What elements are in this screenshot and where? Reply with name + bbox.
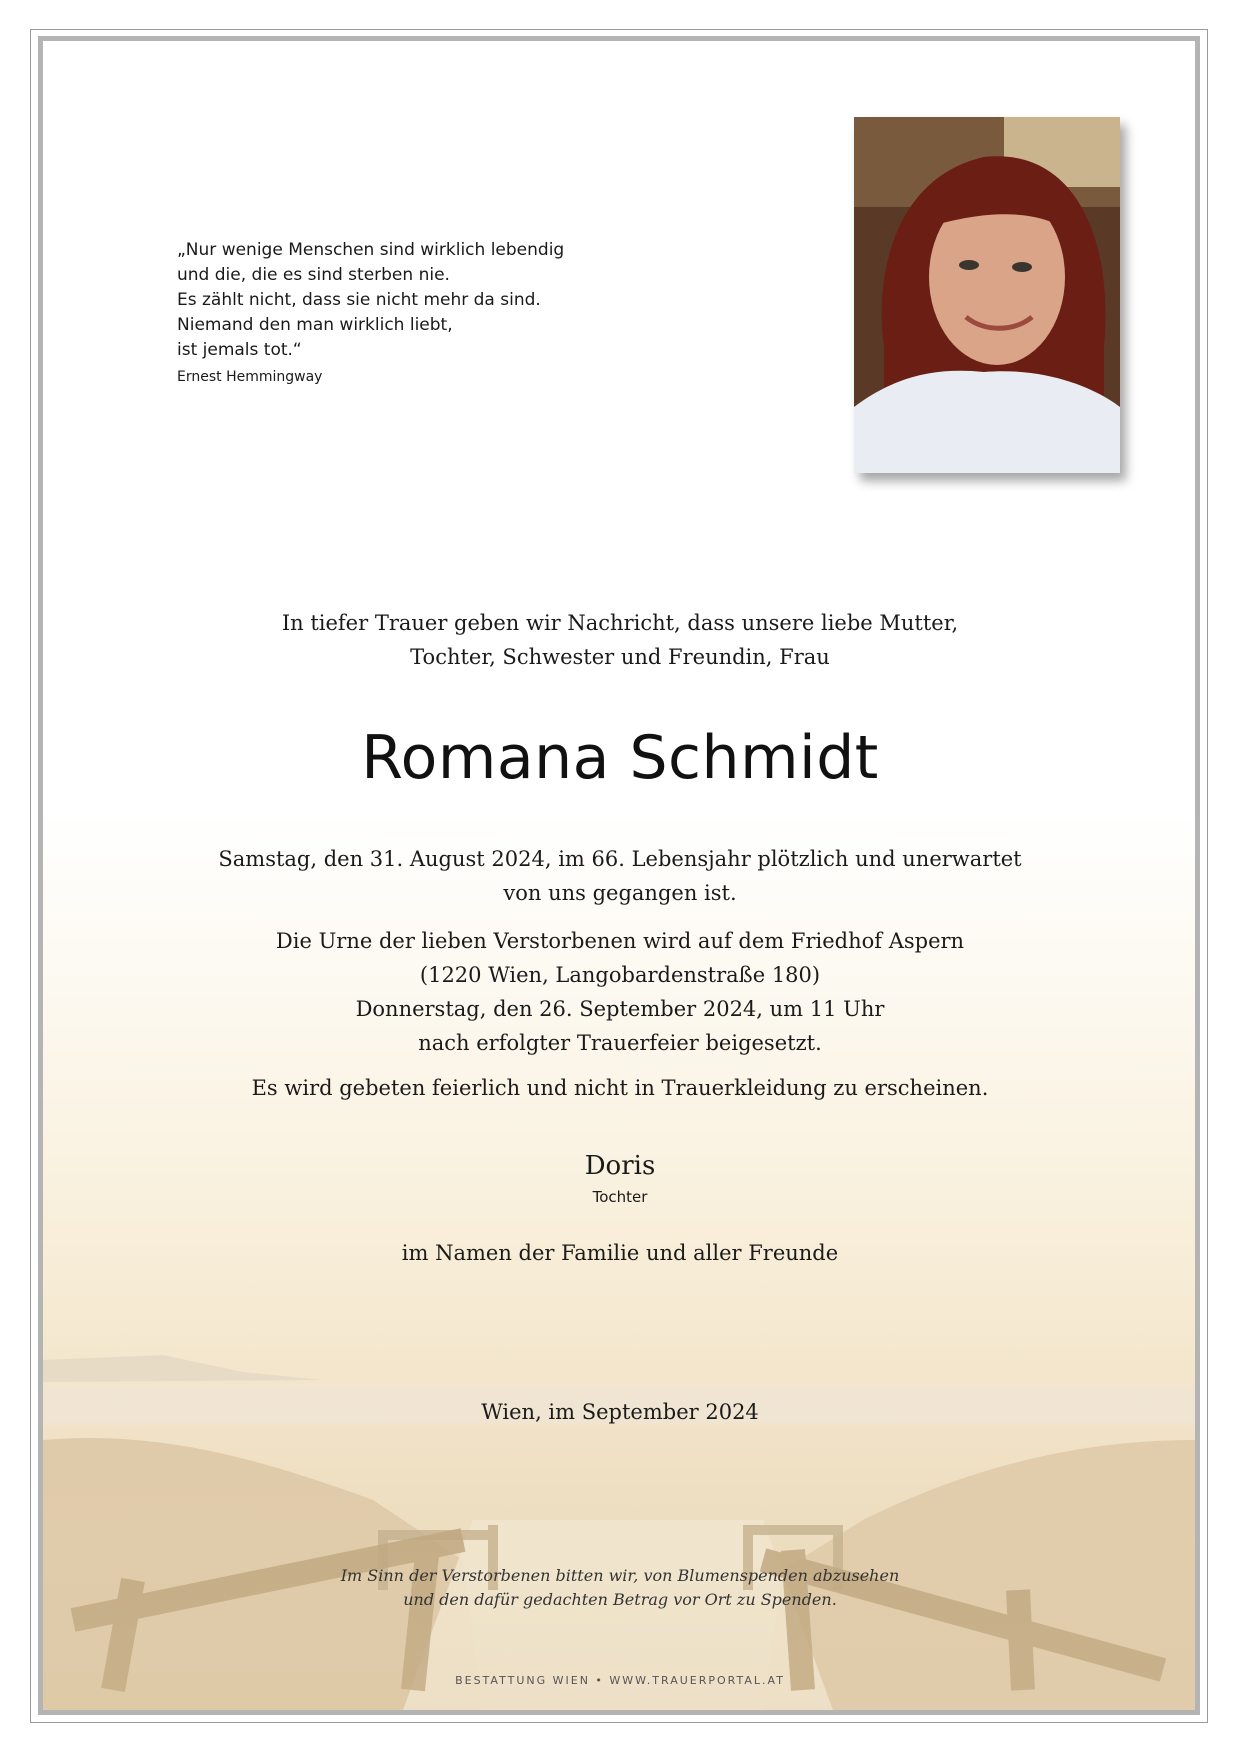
quote-line: ist jemals tot.“ [177, 340, 302, 360]
burial-line: Die Urne der lieben Verstorbenen wird auf dem Friedhof Aspern [275, 929, 965, 953]
quote-author: Ernest Hemmingway [177, 369, 323, 385]
place-date: Wien, im September 2024 [481, 1400, 759, 1424]
family-line: im Namen der Familie und aller Freunde [401, 1241, 839, 1265]
footer-credit: BESTATTUNG WIEN • WWW.TRAUERPORTAL.AT [455, 1674, 785, 1687]
signer-name: Doris [584, 1151, 656, 1181]
burial-line: nach erfolgter Trauerfeier beigesetzt. [418, 1031, 822, 1055]
donation-line: und den dafür gedachten Betrag vor Ort zu Spenden. [403, 1590, 837, 1609]
burial-line: (1220 Wien, Langobardenstraße 180) [419, 963, 821, 987]
donation-note [140, 1564, 1100, 1612]
death-line: von uns gegangen ist. [503, 881, 737, 905]
memorial-quote [177, 238, 597, 363]
burial-details [140, 924, 1100, 1060]
signer-role: Tochter [592, 1188, 648, 1206]
deceased-name: Romana Schmidt [361, 723, 879, 793]
intro-line: In tiefer Trauer geben wir Nachricht, dass unsere liebe Mutter, [281, 611, 959, 635]
portrait-photo [854, 117, 1120, 473]
quote-line: Es zählt nicht, dass sie nicht mehr da sind. [177, 290, 541, 310]
quote-line: und die, die es sind sterben nie. [177, 265, 450, 285]
burial-line: Donnerstag, den 26. September 2024, um 11 Uhr [355, 997, 885, 1021]
announcement-intro [140, 606, 1100, 674]
quote-line: „Nur wenige Menschen sind wirklich lebendig [177, 240, 565, 260]
intro-line: Tochter, Schwester und Freundin, Frau [410, 645, 830, 669]
death-line: Samstag, den 31. August 2024, im 66. Lebensjahr plötzlich und unerwartet [218, 847, 1022, 871]
quote-line: Niemand den man wirklich liebt, [177, 315, 453, 335]
dress-request: Es wird gebeten feierlich und nicht in Trauerkleidung zu erscheinen. [251, 1076, 989, 1100]
death-date-text [140, 842, 1100, 910]
donation-line: Im Sinn der Verstorbenen bitten wir, von Blumenspenden abzusehen [340, 1566, 900, 1585]
